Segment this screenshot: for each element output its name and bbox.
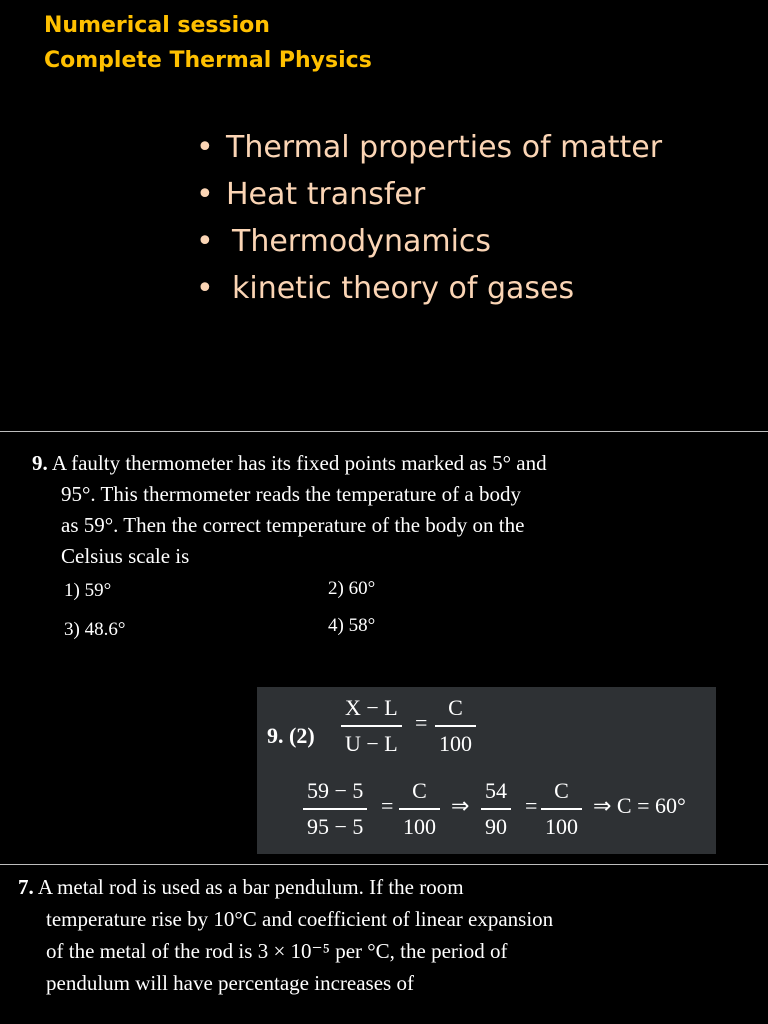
fraction: C 100 — [435, 695, 476, 757]
topic-list — [196, 128, 662, 316]
fraction-bar — [435, 725, 476, 727]
question-9 — [32, 448, 547, 572]
topic-item: • kinetic theory of gases — [196, 269, 662, 316]
bullet-icon: • — [196, 177, 214, 212]
question-slide-9 — [0, 433, 768, 863]
question-text-line: 95°. This thermometer reads the temperature of a body — [61, 482, 521, 506]
question-text-line: A metal rod is used as a bar pendulum. If the room — [37, 875, 464, 899]
option-3: 3) 48.6° — [64, 619, 126, 640]
option-4: 4) 58° — [328, 615, 376, 636]
fraction-bar — [541, 808, 582, 810]
question-text-line: temperature rise by 10°C and coefficient of linear expansion — [46, 907, 554, 931]
title-slide — [0, 0, 768, 430]
fraction: 54 90 — [481, 778, 511, 840]
bullet-icon: • — [196, 224, 214, 259]
slide-divider — [0, 864, 768, 865]
question-text-line: pendulum will have percentage increases of — [46, 971, 414, 995]
fraction: X − L U − L — [341, 695, 402, 757]
fraction-bar — [399, 808, 440, 810]
solution-panel: 9. (2) X − L U − L = C 100 59 − 5 95 − 5 = C 100 ⇒ 54 90 = C 100 ⇒ C = 60° — [257, 687, 716, 854]
question-number: 9. — [32, 451, 48, 475]
topic-item: • Thermodynamics — [196, 222, 662, 269]
implies-icon: ⇒ — [451, 793, 470, 818]
course-subtitle: Complete Thermal Physics — [44, 48, 372, 73]
topic-item: • Heat transfer — [196, 175, 662, 222]
solution-label: 9. (2) — [267, 723, 315, 748]
slide-divider — [0, 431, 768, 432]
bullet-icon: • — [196, 130, 214, 165]
question-text-line: A faulty thermometer has its fixed points marked as 5° and — [51, 451, 547, 475]
topic-item: • Thermal properties of matter — [196, 128, 662, 175]
question-7 — [18, 872, 553, 1000]
option-1: 1) 59° — [64, 580, 112, 601]
fraction-bar — [341, 725, 402, 727]
question-text-line: Celsius scale is — [61, 544, 190, 568]
bullet-icon: • — [196, 271, 214, 306]
fraction: C 100 — [541, 778, 582, 840]
question-number: 7. — [18, 875, 34, 899]
solution-result: ⇒ C = 60° — [593, 793, 686, 818]
question-slide-7 — [0, 866, 768, 1024]
fraction: C 100 — [399, 778, 440, 840]
fraction-bar — [481, 808, 511, 810]
option-2: 2) 60° — [328, 578, 376, 599]
session-title: Numerical session — [44, 13, 270, 38]
fraction: 59 − 5 95 − 5 — [303, 778, 367, 840]
question-text-line: of the metal of the rod is 3 × 10⁻⁵ per °C, the period of — [46, 939, 508, 963]
fraction-bar — [303, 808, 367, 810]
question-text-line: as 59°. Then the correct temperature of the body on the — [61, 513, 525, 537]
